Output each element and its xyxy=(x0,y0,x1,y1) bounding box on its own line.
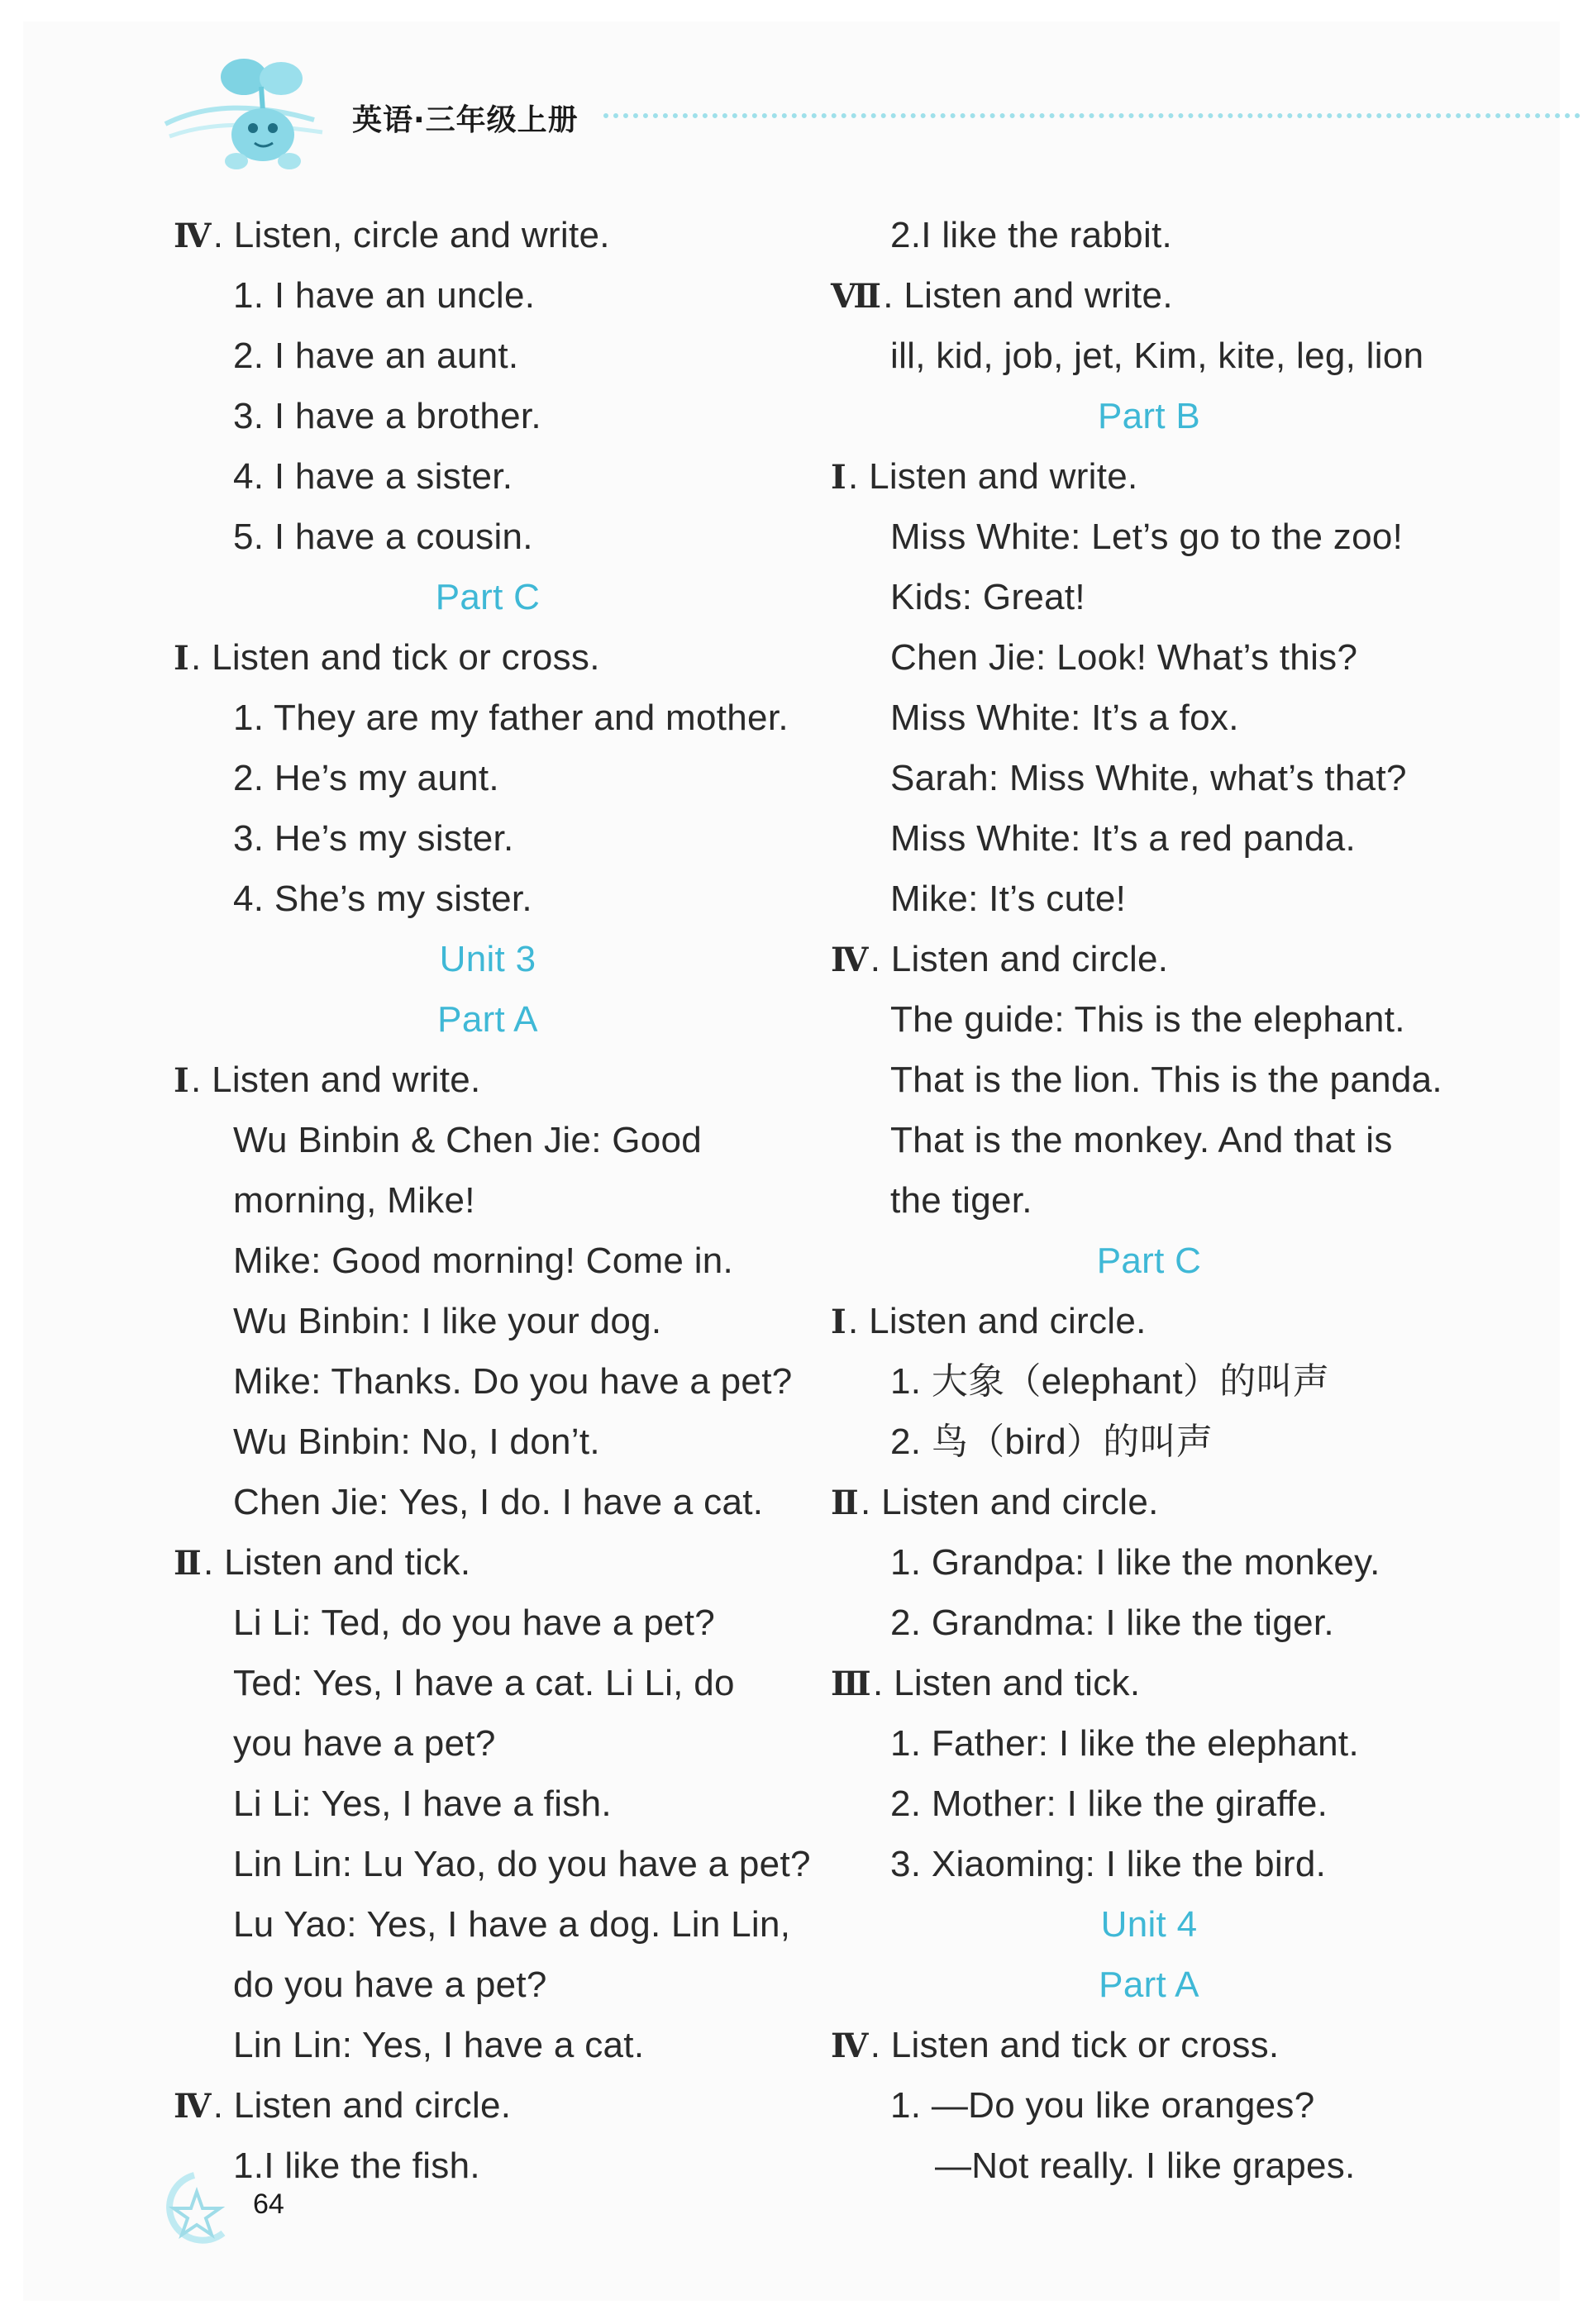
exercise-heading xyxy=(831,265,1509,326)
exercise-heading xyxy=(831,1472,1509,1532)
left-column xyxy=(174,205,851,2196)
answer-line: Mike: Good morning! Come in. xyxy=(233,1241,734,1281)
answer-line: 2. He’s my aunt. xyxy=(233,758,499,798)
exercise-heading xyxy=(174,205,851,265)
roman-numeral: Ⅱ xyxy=(831,1484,860,1522)
answer-line: 1.I like the fish. xyxy=(233,2145,480,2186)
answer-line: Mike: It’s cute! xyxy=(890,879,1127,919)
heading-text: . Listen and tick. xyxy=(873,1663,1141,1703)
answer-line: 2. Grandma: I like the tiger. xyxy=(890,1603,1334,1643)
answer-line: 3. I have a brother. xyxy=(233,396,541,436)
heading-text: . Listen and circle. xyxy=(212,2085,512,2126)
answer-line: 4. I have a sister. xyxy=(233,456,513,497)
answer-line: Chen Jie: Yes, I do. I have a cat. xyxy=(233,1482,764,1522)
answer-line: 2.I like the rabbit. xyxy=(890,215,1173,255)
answer-line: 1. 大象（elephant）的叫声 xyxy=(890,1361,1330,1402)
roman-numeral: Ⅰ xyxy=(174,640,190,677)
header-title: 英语·三年级上册 xyxy=(352,103,579,137)
section-title: Part A xyxy=(437,999,538,1040)
answer-line: Lin Lin: Yes, I have a cat. xyxy=(233,2025,645,2065)
answer-line: Lu Yao: Yes, I have a dog. Lin Lin, xyxy=(233,1904,791,1945)
header-dotted-divider xyxy=(603,113,1583,118)
answer-line: 3. He’s my sister. xyxy=(233,818,514,859)
answer-line: 2. 鸟（bird）的叫声 xyxy=(890,1422,1213,1462)
heading-text: . Listen and tick or cross. xyxy=(191,637,600,678)
roman-numeral: Ⅰ xyxy=(174,1062,190,1099)
page-header xyxy=(157,45,1480,186)
answer-line: 5. I have a cousin. xyxy=(233,517,533,557)
roman-numeral: Ⅳ xyxy=(174,217,212,255)
exercise-heading xyxy=(174,2075,851,2136)
star-logo-icon xyxy=(157,2167,231,2258)
answer-line: That is the monkey. And that is xyxy=(890,1120,1393,1160)
answer-line: 3. Xiaoming: I like the bird. xyxy=(890,1844,1327,1884)
heading-text: . Listen and write. xyxy=(191,1060,481,1100)
answer-line: Miss White: It’s a red panda. xyxy=(890,818,1357,859)
section-title: Part C xyxy=(435,577,541,617)
answer-line: Li Li: Ted, do you have a pet? xyxy=(233,1603,716,1643)
answer-line: Wu Binbin: I like your dog. xyxy=(233,1301,662,1341)
section-title: Part B xyxy=(1097,396,1201,436)
section-title: Part C xyxy=(1096,1241,1202,1281)
answer-line: Lin Lin: Lu Yao, do you have a pet? xyxy=(233,1844,811,1884)
section-title: Unit 4 xyxy=(1100,1904,1198,1945)
answer-line: 2. Mother: I like the giraffe. xyxy=(890,1783,1328,1824)
answer-line: morning, Mike! xyxy=(233,1180,475,1221)
answer-line: That is the lion. This is the panda. xyxy=(890,1060,1442,1100)
heading-text: . Listen and tick. xyxy=(203,1542,471,1583)
heading-text: . Listen and write. xyxy=(883,275,1173,316)
answer-line: The guide: This is the elephant. xyxy=(890,999,1405,1040)
roman-numeral: Ⅳ xyxy=(174,2088,212,2125)
answer-line: 2. I have an aunt. xyxy=(233,336,519,376)
exercise-heading xyxy=(831,929,1509,989)
section-title: Part A xyxy=(1099,1964,1199,2005)
heading-text: . Listen and circle. xyxy=(870,939,1169,979)
answer-line: Sarah: Miss White, what’s that? xyxy=(890,758,1407,798)
roman-numeral: Ⅲ xyxy=(831,1665,872,1703)
answer-line: 1. They are my father and mother. xyxy=(233,698,789,738)
answer-line: 1. Grandpa: I like the monkey. xyxy=(890,1542,1380,1583)
answer-line: Li Li: Yes, I have a fish. xyxy=(233,1783,612,1824)
answer-line: Chen Jie: Look! What’s this? xyxy=(890,637,1358,678)
answer-line: —Not really. I like grapes. xyxy=(935,2145,1356,2186)
heading-text: . Listen and write. xyxy=(848,456,1138,497)
page-number: 64 xyxy=(253,2188,284,2220)
roman-numeral: Ⅶ xyxy=(831,278,882,315)
roman-numeral: Ⅰ xyxy=(831,459,847,496)
heading-text: . Listen, circle and write. xyxy=(212,215,610,255)
answer-line: ill, kid, job, jet, Kim, kite, leg, lion xyxy=(890,336,1424,376)
answer-line: 1. Father: I like the elephant. xyxy=(890,1723,1359,1764)
exercise-heading xyxy=(831,2015,1509,2075)
sprout-mascot-icon xyxy=(157,45,355,186)
heading-text: . Listen and tick or cross. xyxy=(870,2025,1280,2065)
exercise-heading xyxy=(174,1532,851,1593)
answer-line: Miss White: It’s a fox. xyxy=(890,698,1239,738)
roman-numeral: Ⅰ xyxy=(831,1303,847,1341)
roman-numeral: Ⅱ xyxy=(174,1545,203,1582)
exercise-heading xyxy=(174,1050,851,1110)
exercise-heading xyxy=(831,1653,1509,1713)
roman-numeral: Ⅳ xyxy=(831,941,869,979)
exercise-heading xyxy=(174,627,851,688)
answer-line: you have a pet? xyxy=(233,1723,496,1764)
exercise-heading xyxy=(831,446,1509,507)
answer-line: 1. —Do you like oranges? xyxy=(890,2085,1315,2126)
answer-line: Wu Binbin: No, I don’t. xyxy=(233,1422,600,1462)
heading-text: . Listen and circle. xyxy=(861,1482,1159,1522)
answer-line: Ted: Yes, I have a cat. Li Li, do xyxy=(233,1663,735,1703)
heading-text: . Listen and circle. xyxy=(848,1301,1147,1341)
answer-line: Wu Binbin & Chen Jie: Good xyxy=(233,1120,703,1160)
answer-line: Miss White: Let’s go to the zoo! xyxy=(890,517,1404,557)
answer-line: Mike: Thanks. Do you have a pet? xyxy=(233,1361,793,1402)
section-title: Unit 3 xyxy=(439,939,536,979)
answer-line: the tiger. xyxy=(890,1180,1032,1221)
roman-numeral: Ⅳ xyxy=(831,2027,869,2064)
answer-line: 1. I have an uncle. xyxy=(233,275,536,316)
right-column xyxy=(831,205,1509,2196)
answer-line: do you have a pet? xyxy=(233,1964,547,2005)
exercise-heading xyxy=(831,1291,1509,1351)
answer-line: Kids: Great! xyxy=(890,577,1085,617)
answer-line: 4. She’s my sister. xyxy=(233,879,532,919)
